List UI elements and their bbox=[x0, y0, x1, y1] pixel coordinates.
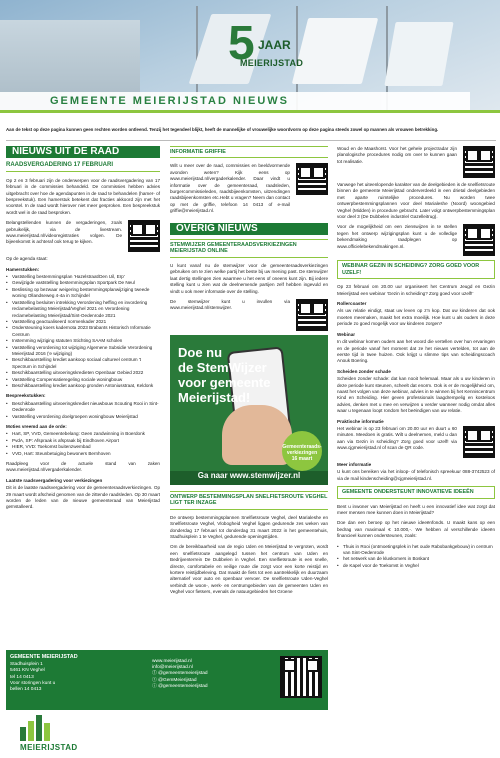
griffie-block bbox=[170, 163, 328, 218]
section-heading-raad: NIEUWS UIT DE RAAD bbox=[6, 146, 160, 158]
list-item: • Gewijzigde vaststelling bestemmingsplan Sportpark De Neul bbox=[6, 280, 160, 286]
meer-info-title: Meer informatie bbox=[337, 461, 372, 467]
stemwijzer-advert[interactable] bbox=[170, 335, 328, 485]
snelfiets-block bbox=[337, 146, 495, 178]
newspaper-banner: GEMEENTE MEIERIJSTAD NIEUWS bbox=[0, 92, 470, 110]
list-item: • Beschikbaarstelling uitvoeringskredieten Openbaar Gebied 2022 bbox=[6, 370, 160, 376]
stemwijzer-heading: STEMWIJZER GEMEENTERAADSVERKIEZINGEN MEIERIJSTAD ONLINE bbox=[170, 239, 328, 258]
raadsvergadering-heading: RAADSVERGADERING 17 FEBRUARI bbox=[6, 162, 160, 171]
paragraph: Woud en de Maashorst. Voor het gehele projectradar zijn planologische procedures nodig om over te kunnen gaan tot realisatie. bbox=[337, 146, 457, 164]
list-item: • Instemming wijziging statuten Stichting SAAM scholen bbox=[6, 338, 160, 344]
paragraph: Raadpleeg voor de actuele stand van zaken www.meierijstad.nl/vergaderkalender. bbox=[6, 461, 160, 473]
qr-code[interactable] bbox=[296, 163, 328, 195]
list-item: • de Kapel voor de Toekomst in Veghel bbox=[337, 563, 495, 569]
innovatie-heading: GEMEENTE ONDERSTEUNT INNOVATIEVE IDEEËN bbox=[337, 486, 495, 498]
election-date-badge bbox=[282, 431, 322, 471]
facebook-handle: @gemeentemeierijstad bbox=[158, 671, 208, 677]
advert-footer-link[interactable]: Ga naar www.stemwijzer.nl bbox=[170, 471, 328, 485]
moties-list bbox=[6, 431, 160, 457]
list-item: • Vaststelling Compensatieregeling sociale woningbouw bbox=[6, 377, 160, 383]
hamerstukken-title: Hamerstukken: bbox=[6, 266, 40, 272]
paragraph: Dit is de laatste raadsvergadering voor de gemeenteraadsverkiezingen. Op 29 maart wordt afscheid genomen van de zittende raadsleden. Op 30 maart worden de leden van de nieuwe gemeenteraad van Meierijstad geïnstalleerd. bbox=[6, 485, 160, 510]
qr-code[interactable] bbox=[463, 146, 495, 178]
email-link[interactable]: info@meierijstad.nl bbox=[152, 665, 193, 671]
contact-qr-code[interactable] bbox=[280, 656, 322, 698]
paragraph: U kunt vanaf nu de stemwijzer voor de gemeenteraadsverkiezingen gebruiken om te zien welke partij het beste bij uw mening past. De stemwijzer laat dertig stellingen zien waarmee u het eens of oneens kunt zijn. Bij iedere stelling kunt u zien wat de deelnemende partijen zelf hebben ingevuld en vindt u ook meer informatie over de stelling. bbox=[170, 262, 328, 294]
contact-address bbox=[10, 654, 160, 693]
list-item: • Hart, SP, VVD, Gemeentebelang: Geen zandwinning in Boerdonk bbox=[6, 431, 160, 437]
paragraph: Op 2 en 3 februari zijn de onderwerpen voor de raadsvergadering van 17 februari in de commissies behandeld. De commissies hebben advies uitgebracht over hoe de agendapunten in de raad te behandelen (hamer- of bespreekstuk). Een hamerstuk betekent dat fracties akkoord zijn met het voorstel. In de raad wordt hierover niet meer gesproken. Een bespreekstuk wordt wel in de raad besproken. bbox=[6, 177, 160, 215]
innovatie-list bbox=[337, 544, 495, 570]
scheiden-title: Scheiden zonder schade bbox=[337, 368, 391, 374]
storing-line: Voor storingen kunt u bbox=[10, 680, 56, 686]
section-heading-overig: OVERIG NIEUWS bbox=[170, 223, 328, 235]
webinar-heading: WEBINAR GEZIN IN SCHEIDING? ZORG GOED VOOR UZELF! bbox=[337, 260, 495, 279]
divider bbox=[6, 140, 496, 141]
ontwerp-heading: ONTWERP BESTEMMINGSPLAN SNELFIETSROUTE VEGHEL LIGT TER INZAGE bbox=[170, 491, 328, 510]
paragraph: Doe dan een beroep op het nieuwe ideeënfonds. U maakt kans op een bedrag van maximaal € 10.000,-. We hebben al verschillende ideeën financieel kunnen ondersteunen, zoals: bbox=[337, 520, 495, 539]
list-item: • Ondersteuning koers kadernota 2023 Brabants Historisch Informatie Centrum bbox=[6, 325, 160, 338]
logo-text: MEIERIJSTAD bbox=[20, 743, 78, 752]
list-item: • Vaststelling verordening doelgroepen woningbouw Meierijstad bbox=[6, 414, 160, 420]
laatste-title: Laatste raadsvergadering voor verkiezingen bbox=[6, 477, 103, 483]
instagram-link[interactable]: ⓘ @gemeentemeierijstad bbox=[152, 683, 208, 689]
list-item: • Beschikbaarstelling uitvoeringskrediet nieuwbouw Scouting Rooi in Sint-Oedenrode bbox=[6, 401, 160, 414]
paragraph: De ontwerp bestemmingsplannen Snelfietsroute Veghel, deel Marialeshe en Snelfietsroute Veghel, Vlobogheid Veghel liggen gedurende zes weken van donderdag 17 februari tot donderdag 31 maart 2022 in het gemeentehuis, Stadhuisplein 1 te Veghel, gedurende openingstijden. bbox=[170, 514, 328, 539]
rollercoaster-title: Rollercoaster bbox=[337, 301, 367, 307]
twitter-handle: @GemMeierijstad bbox=[158, 677, 197, 683]
list-item: • het netwerk van de kluskomers in Boskant bbox=[337, 556, 495, 562]
advert-line: voor gemeente bbox=[178, 374, 271, 390]
storing-line: bellen 14 0413 bbox=[10, 687, 42, 693]
paragraph: Bent u inwoner van Meierijstad en heeft u een innovatief idee wat zorgt dat meer mensen mee kunnen doen in Meierijstad? bbox=[337, 503, 495, 515]
logo-jaar: JAAR bbox=[258, 38, 291, 52]
badge-line: 16 maart bbox=[291, 455, 313, 462]
badge-line: Gemeenteraads- bbox=[282, 443, 322, 450]
paragraph: Op de agenda staat: bbox=[6, 256, 48, 262]
paragraph: Als uw relatie eindigt, staat uw leven op z'n kop. Dat uw kinderen dat ook moeten meemaken, maakt het extra moeilijk. Hoe kunt u als ouders in deze periode zo goed mogelijk voor uw kinderen zorgen? bbox=[337, 308, 495, 327]
qr-code[interactable] bbox=[463, 426, 495, 458]
griffie-heading: INFORMATIE GRIFFIE bbox=[170, 146, 328, 158]
advert-line: Meierijstad! bbox=[178, 389, 251, 405]
advert-line: Doe nu bbox=[178, 344, 223, 360]
qr-code[interactable] bbox=[296, 299, 328, 331]
logo-number: 5 bbox=[228, 17, 255, 70]
webinar-title: Webinar bbox=[337, 331, 356, 337]
meierijstad-logo bbox=[20, 715, 130, 755]
paragraph: U kunt ons bereiken via het inloop- of telefonisch spreekuur 088-3742523 of via de mail kindenscheiding@cjgmeierijstad.nl. bbox=[337, 469, 495, 481]
logo-name: MEIERIJSTAD bbox=[240, 58, 304, 68]
stemwijzer-link-block bbox=[170, 299, 328, 331]
paragraph: De stemwijzer kunt u invullen via www.meierijstad.nl/stemwijzer. bbox=[170, 298, 290, 311]
moties-title: Moties vreemd aan de orde: bbox=[6, 424, 67, 429]
paragraph: Vanwege het uiteenlopende karakter van de deelgebieden is de snelfietsroute binnen de gemeente Meierijstad onderverdeeld in een drietal deelgebieden met aparte ruimtelijke procedures. Nu worden twee ontwerpbestemmingsplannen voor deel Marialeshe (Noord) woongebied Veghel (Midden) in procedure gebracht. Later volgt ontwerpbestemmingsplan voor deel 3 (De Dubbelen industriel Gazelleitrug). bbox=[337, 182, 496, 220]
list-item: • PvdA, SP: Afspraak is afspraak bij Eindhoven Airport bbox=[6, 438, 160, 444]
paragraph: Het webinar is op 23 februari om 20.00 uur en duurt ± 60 minuten. Meedoen is gratis. Wilt u deelnemen, meld u dan aan via Gezin in scheiding? Zorg goed voor uzelf! via www.cjgmeierijstad.nl of scan de QR code. bbox=[337, 425, 457, 451]
logo-bars-icon bbox=[20, 715, 54, 741]
paragraph: Op 23 februari om 20.00 uur organiseert het Centrum Jeugd en Gezin Meierijstad een webinar 'Gezin in scheiding? Zorg goed voor uzelf!' bbox=[337, 284, 495, 296]
list-item: • Vaststelling bestemmingsplan 'Hazelstraat/Den Uil, Erp' bbox=[6, 274, 160, 280]
address-line: 5461 KN Veghel bbox=[10, 668, 45, 674]
praktisch-block bbox=[337, 426, 495, 458]
contact-online bbox=[152, 659, 272, 690]
website-link[interactable]: www.meierijstad.nl bbox=[152, 659, 192, 664]
paragraph: Belangstellenden kunnen de vergaderingen, zoals gebruikelijk, via de livestream. www.meierijstad.nl/videoregistraties volgen. De bijeenkomst is achteraf ook terug te kijken. bbox=[6, 220, 122, 245]
twitter-link[interactable]: ⓣ @GemMeierijstad bbox=[152, 677, 197, 683]
list-item: • Beschikbaarstelling krediet aankoop sociaal cultureel centrum 't Spectrum in Schijndel bbox=[6, 357, 160, 370]
facebook-link[interactable]: ⓕ @gemeentemeierijstad bbox=[152, 671, 208, 677]
paragraph: Om de bereikbaarheid van de regio Uden en Meierijstad te vergroten, wordt een snelfietsroute aangelegd tussen het centrum van Uden en Bedrijventerrein De Dubbelen in Veghel. Een snelfietsroute is een snelle, directe, comfortabele en veilige route die zorgt voor een korte reistijd en kortere reistijdbeleving. Dat maakt de fiets tot een aantrekkelijk en duurzaam alternatief voor auto en openbaar vervoer. De snelfietsroute Uden-Veghel verbindt de woon-, werk- en centrumgebieden van de gemeenten Uden en Veghel voor fietsers, evenals de natuurgebieden het Groene bbox=[170, 544, 328, 595]
disclaimer-text: Aan de tekst op deze pagina kunnen geen rechten worden ontleend. Tenzij het tegendeel blijkt, heeft de mannelijke of vrouwelijke woordvorm op deze pagina steeds zowel op mannen als vrouwen betrekking. bbox=[6, 127, 439, 132]
advert-title bbox=[178, 345, 270, 405]
banner-divider bbox=[0, 110, 500, 113]
advert-line: de StemWijzer bbox=[178, 359, 267, 375]
livestream-block bbox=[6, 220, 160, 252]
hero-photo bbox=[0, 0, 500, 110]
list-item: • Thuis in Rooi (ontmoetingsplek in het oude Rabobankgebouw) in centrum van Sint-Oedenrode bbox=[337, 544, 495, 557]
flag bbox=[384, 22, 453, 86]
list-item: • Beschikbaarstelling krediet aankoop gronden Antoniusstraat, Keldonk bbox=[6, 383, 160, 389]
paragraph: In dit webinar komen ouders aan het woord die vertellen over hun ervaringen en de periode vanaf het moment dat ze het nieuws vertelden, tot aan de eerste tijd in twee huizen. Ook krijgt u slimme tips van scheidingscoach Anouk Boering. bbox=[337, 339, 495, 364]
column-right bbox=[337, 146, 495, 573]
bespreekstukken-list bbox=[6, 401, 160, 420]
column-overig bbox=[170, 146, 328, 600]
phone-number: tel 14 0413 bbox=[10, 674, 34, 680]
badge-line: verkiezingen bbox=[286, 449, 318, 456]
instagram-handle: @gemeentemeierijstad bbox=[158, 683, 208, 689]
bespreekstukken-title: Bespreekstukken: bbox=[6, 393, 46, 399]
contact-box bbox=[6, 650, 328, 710]
flag bbox=[292, 18, 378, 84]
list-item: • Vaststelling geactualiseerd normenkader 2021 bbox=[6, 319, 160, 325]
list-item: • Vaststelling verordening tot wijziging Algemene Subsidie Verordening Meierijstad 2016 ('e wijziging) bbox=[6, 345, 160, 358]
list-item: • HIER, VVD: Toekomst buitenzwembad bbox=[6, 444, 160, 450]
address-line: Stadhuisplein 1 bbox=[10, 662, 43, 668]
list-item: • Vaststelling besluiten intrekking Verordening heffing en invordering reclamebelasting Meierijstad/Veghel 2021 en Verordening reclamebelasting Meierijstad/Sint-Oedenrode 2021 bbox=[6, 300, 160, 319]
column-raad bbox=[6, 146, 160, 515]
hamerstukken-list bbox=[6, 274, 160, 389]
list-item: • VVD, Hart: Steunbetuiging bewoners Bernhoven bbox=[6, 451, 160, 457]
qr-code[interactable] bbox=[128, 220, 160, 252]
paragraph: Wilt u meer over de raad, commissies en beeldvormende avonden weten? Kijk eens op www.meierijstad.nl/vergaderkalender. Daar vindt u informatie over de gemeenteraad, raadsleden, burgercommissieleden, raadsbijeenkomsten, uitzendingen raadsbijeenkomsten etc.Hebt u vragen? Neem dan contact op met de griffie, telefoon 14 0413 of e-mail griffie@meierijstad.nl. bbox=[170, 163, 290, 214]
paragraph: Voor de mogelijkheid om een zienswijzen in te stellen tegen het ontwerp wijzigingsplan kunt u de volledige bekendmaking raadplegen op www.officielebekendmakingen.nl. bbox=[337, 224, 457, 249]
five-year-logo bbox=[228, 17, 304, 78]
paragraph: Scheiden zonder schade: dat kan nooit helemaal. Maar als u uw kinderen in deze periode kunt steunen, scheelt dat enorm. Ook is er de mogelijkheid om, naast het volgen van deze webinar, advies in te winnen bij het Kenniscentrum Kind en Scheiding. Hier geven professionals laagdrempelig en kosteloos advies, denken met u mee en verwijzen u verder wanneer nodig omdat alles waar u tegenaan loopt rondom het beëindigen van uw relatie. bbox=[337, 376, 495, 414]
list-item: • Beslissing op bezwaar weigering bestemmingsplanwijziging tweede woning Ollandseweg 4-4a in Schijndel bbox=[6, 287, 160, 300]
contact-title: GEMEENTE MEIERIJSTAD bbox=[10, 654, 78, 660]
qr-code[interactable] bbox=[463, 224, 495, 256]
zienswijze-block bbox=[337, 224, 495, 256]
praktisch-title: Praktische informatie bbox=[337, 418, 384, 424]
